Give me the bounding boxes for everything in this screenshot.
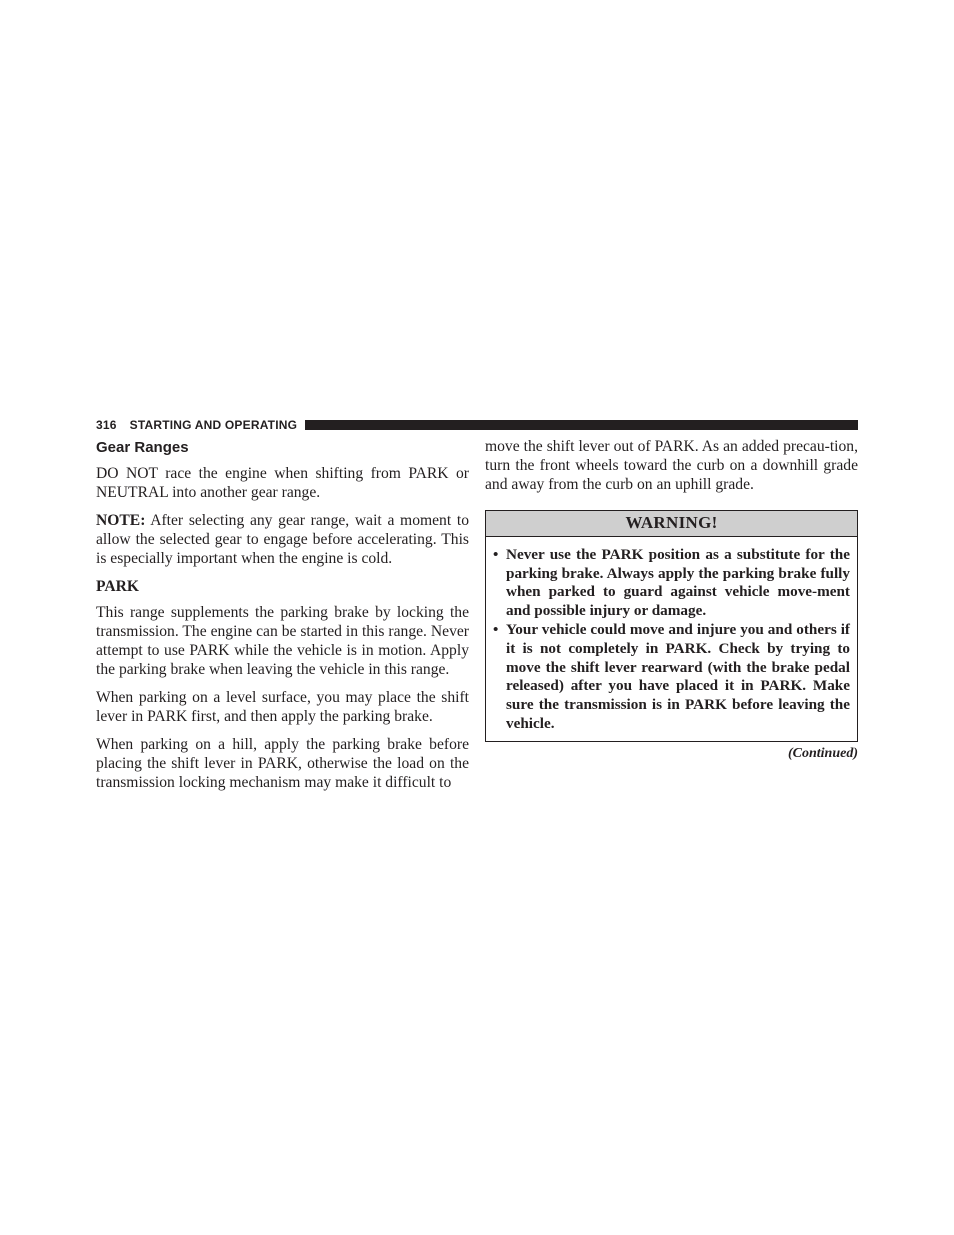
warning-item — [493, 546, 850, 621]
park-description-paragraph: This range supplements the parking brake by locking the transmission. The engine can be started in this range. Never attempt to use PARK while the vehicle is in motion. Apply the parking brake when leaving the vehicle in this range. — [96, 604, 469, 679]
right-column — [485, 438, 858, 764]
section-title: STARTING AND OPERATING — [129, 418, 298, 432]
header-rule — [305, 420, 858, 430]
warning-list — [486, 537, 857, 741]
continued-label: (Continued) — [787, 745, 858, 761]
warning-item — [493, 621, 850, 734]
bullet-icon: • — [493, 545, 499, 563]
page-header — [96, 417, 858, 433]
park-heading: PARK — [96, 577, 140, 595]
gear-ranges-heading: Gear Ranges — [96, 439, 189, 456]
note-label: NOTE: — [96, 511, 146, 529]
bullet-icon: • — [493, 620, 499, 638]
continuation-paragraph: move the shift lever out of PARK. As an added precau-tion, turn the front wheels toward the curb on a downhill grade and away from the curb on an uphill grade. — [485, 438, 858, 493]
level-surface-paragraph: When parking on a level surface, you may place the shift lever in PARK first, and then apply the parking brake. — [96, 689, 469, 725]
warning-item-text: Never use the PARK position as a substitute for the parking brake. Always apply the parking brake fully when parked to guard against vehicle move-ment and possible injury or damage. — [506, 545, 850, 620]
warning-box — [485, 510, 858, 742]
hill-parking-paragraph: When parking on a hill, apply the parking brake before placing the shift lever in PARK, otherwise the load on the transmission locking mechanism may make it difficult to — [96, 735, 469, 791]
race-engine-paragraph: DO NOT race the engine when shifting from PARK or NEUTRAL into another gear range. — [96, 465, 469, 501]
warning-item-text: Your vehicle could move and injure you and others if it is not completely in PARK. Check by trying to move the shift lever rearward (with the brake pedal released) after you have placed it in PARK. Make sure the transmission is in PARK before leaving the vehicle. — [506, 620, 850, 732]
note-paragraph — [96, 512, 469, 569]
note-text: After selecting any gear range, wait a moment to allow the selected gear to engage before accelerating. This is especially important when the engine is cold. — [96, 511, 469, 567]
warning-title: WARNING! — [486, 511, 857, 537]
page-number: 316 — [96, 418, 117, 432]
left-column — [96, 438, 469, 802]
